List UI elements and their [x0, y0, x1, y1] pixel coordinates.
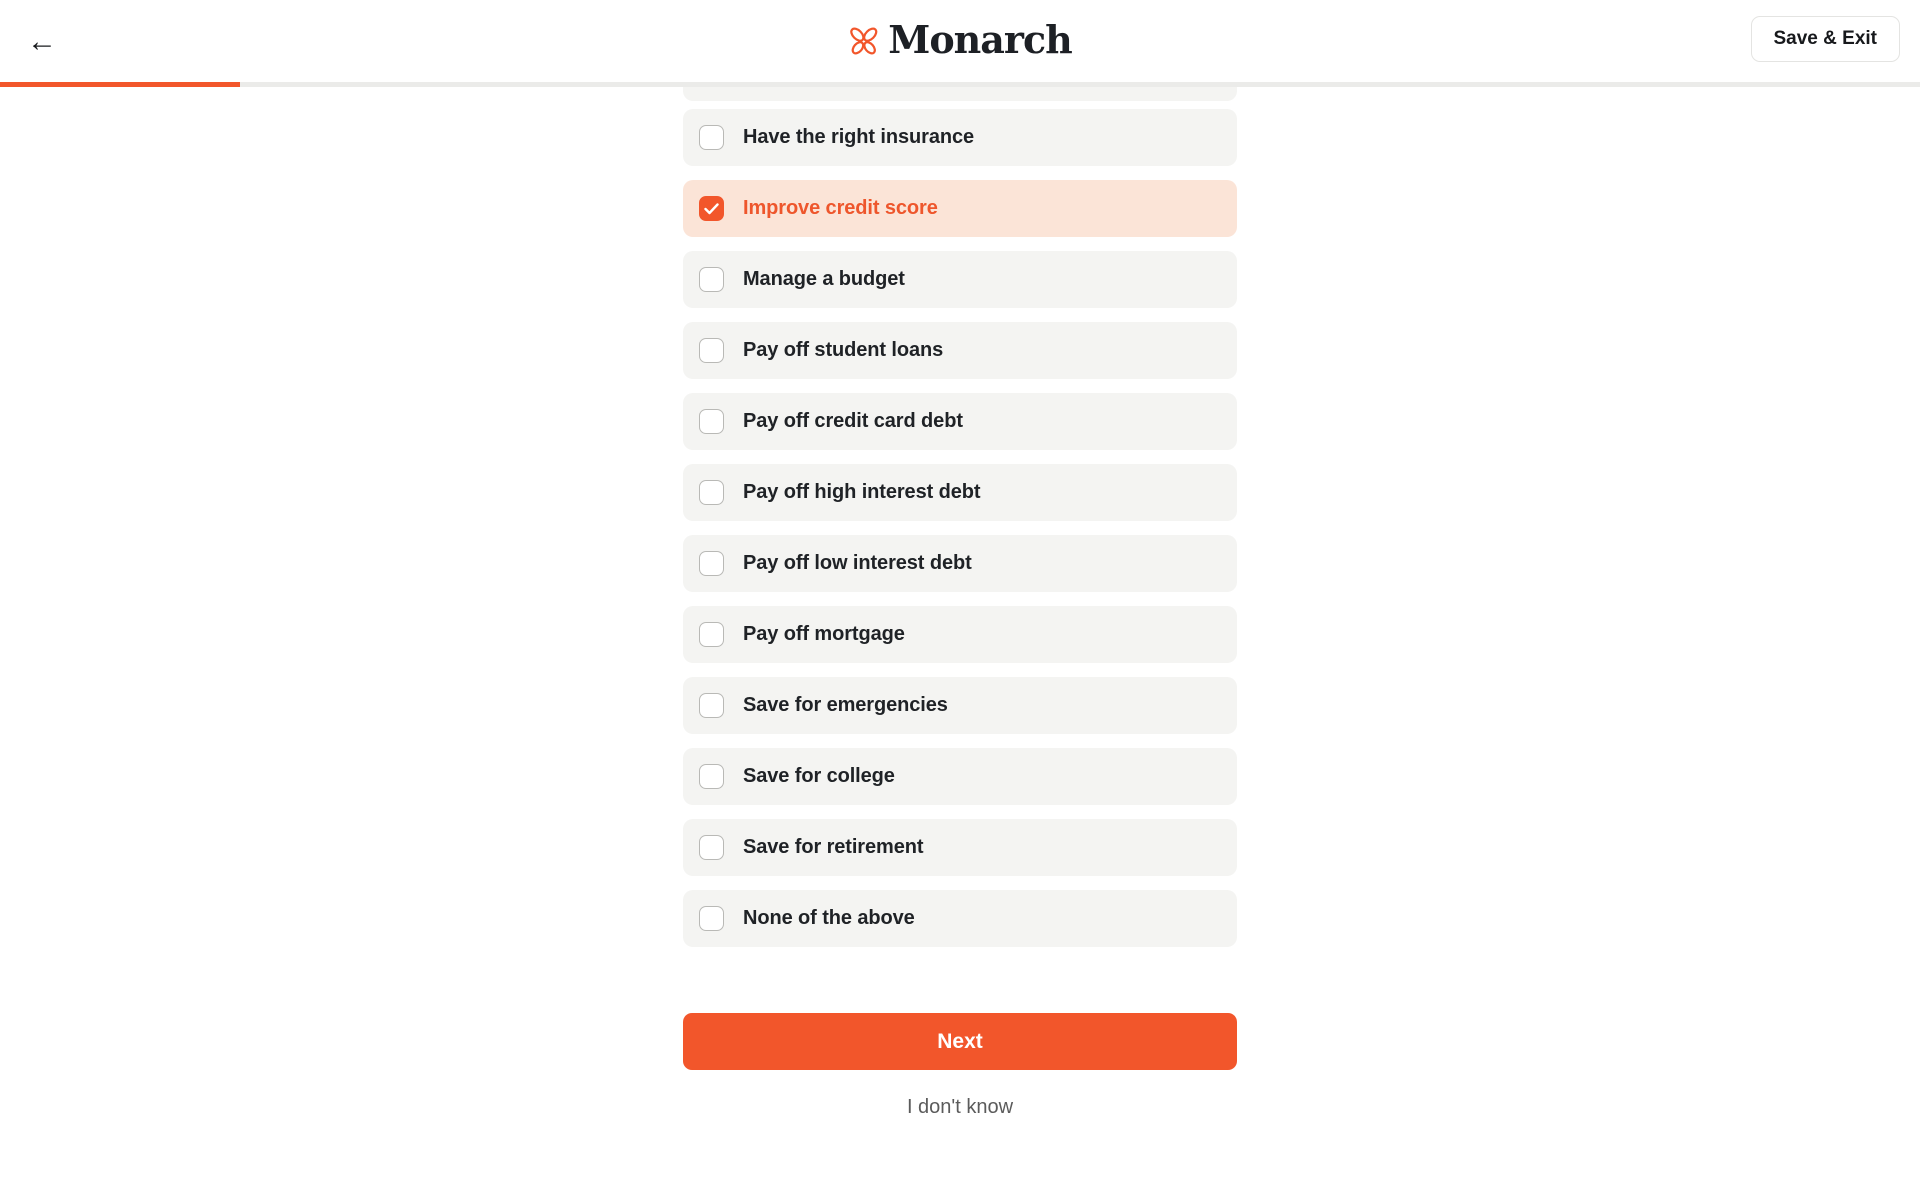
next-button[interactable]: Next: [683, 1013, 1237, 1070]
option-label: Pay off low interest debt: [743, 552, 972, 574]
option-improve-credit-score[interactable]: [683, 180, 1237, 237]
goal-options-list: [683, 87, 1237, 1119]
top-bar: [0, 0, 1920, 82]
butterfly-logo-icon: [848, 25, 879, 56]
option-label: Pay off mortgage: [743, 623, 905, 645]
option-label: Pay off credit card debt: [743, 410, 963, 432]
checkbox[interactable]: [699, 764, 724, 789]
option-label: Save for college: [743, 765, 895, 787]
checkbox[interactable]: [699, 267, 724, 292]
list-item-partial-clipped[interactable]: [683, 87, 1237, 101]
checkbox[interactable]: [699, 480, 724, 505]
checkbox[interactable]: [699, 551, 724, 576]
checkbox[interactable]: [699, 125, 724, 150]
checkmark-icon: [704, 203, 719, 215]
back-button[interactable]: [20, 22, 64, 62]
logo-wordmark: Monarch: [888, 17, 1072, 62]
option-have-right-insurance[interactable]: [683, 109, 1237, 166]
back-arrow-icon: ←: [27, 25, 57, 58]
option-label: None of the above: [743, 907, 915, 929]
option-label: Pay off student loans: [743, 339, 944, 361]
option-pay-off-low-interest-debt[interactable]: [683, 535, 1237, 592]
save-and-exit-button[interactable]: Save & Exit: [1751, 16, 1901, 62]
option-label: Have the right insurance: [743, 126, 974, 148]
option-label: Pay off high interest debt: [743, 481, 981, 503]
option-save-for-retirement[interactable]: [683, 819, 1237, 876]
checkbox[interactable]: [699, 906, 724, 931]
i-dont-know-link[interactable]: I don't know: [906, 1096, 1014, 1118]
checkbox-checked[interactable]: [699, 196, 724, 221]
option-save-for-college[interactable]: [683, 748, 1237, 805]
option-pay-off-mortgage[interactable]: [683, 606, 1237, 663]
option-label: Improve credit score: [743, 197, 938, 219]
monarch-logo: [848, 17, 1072, 62]
option-label: Manage a budget: [743, 268, 905, 290]
option-pay-off-high-interest-debt[interactable]: [683, 464, 1237, 521]
option-manage-a-budget[interactable]: [683, 251, 1237, 308]
checkbox[interactable]: [699, 693, 724, 718]
checkbox[interactable]: [699, 835, 724, 860]
option-label: Save for emergencies: [743, 694, 948, 716]
option-label: Save for retirement: [743, 836, 924, 858]
checkbox[interactable]: [699, 622, 724, 647]
checkbox[interactable]: [699, 409, 724, 434]
progress-bar-fill: [0, 82, 240, 87]
option-save-for-emergencies[interactable]: [683, 677, 1237, 734]
checkbox[interactable]: [699, 338, 724, 363]
option-pay-off-student-loans[interactable]: [683, 322, 1237, 379]
option-pay-off-credit-card-debt[interactable]: [683, 393, 1237, 450]
option-none-of-the-above[interactable]: [683, 890, 1237, 947]
